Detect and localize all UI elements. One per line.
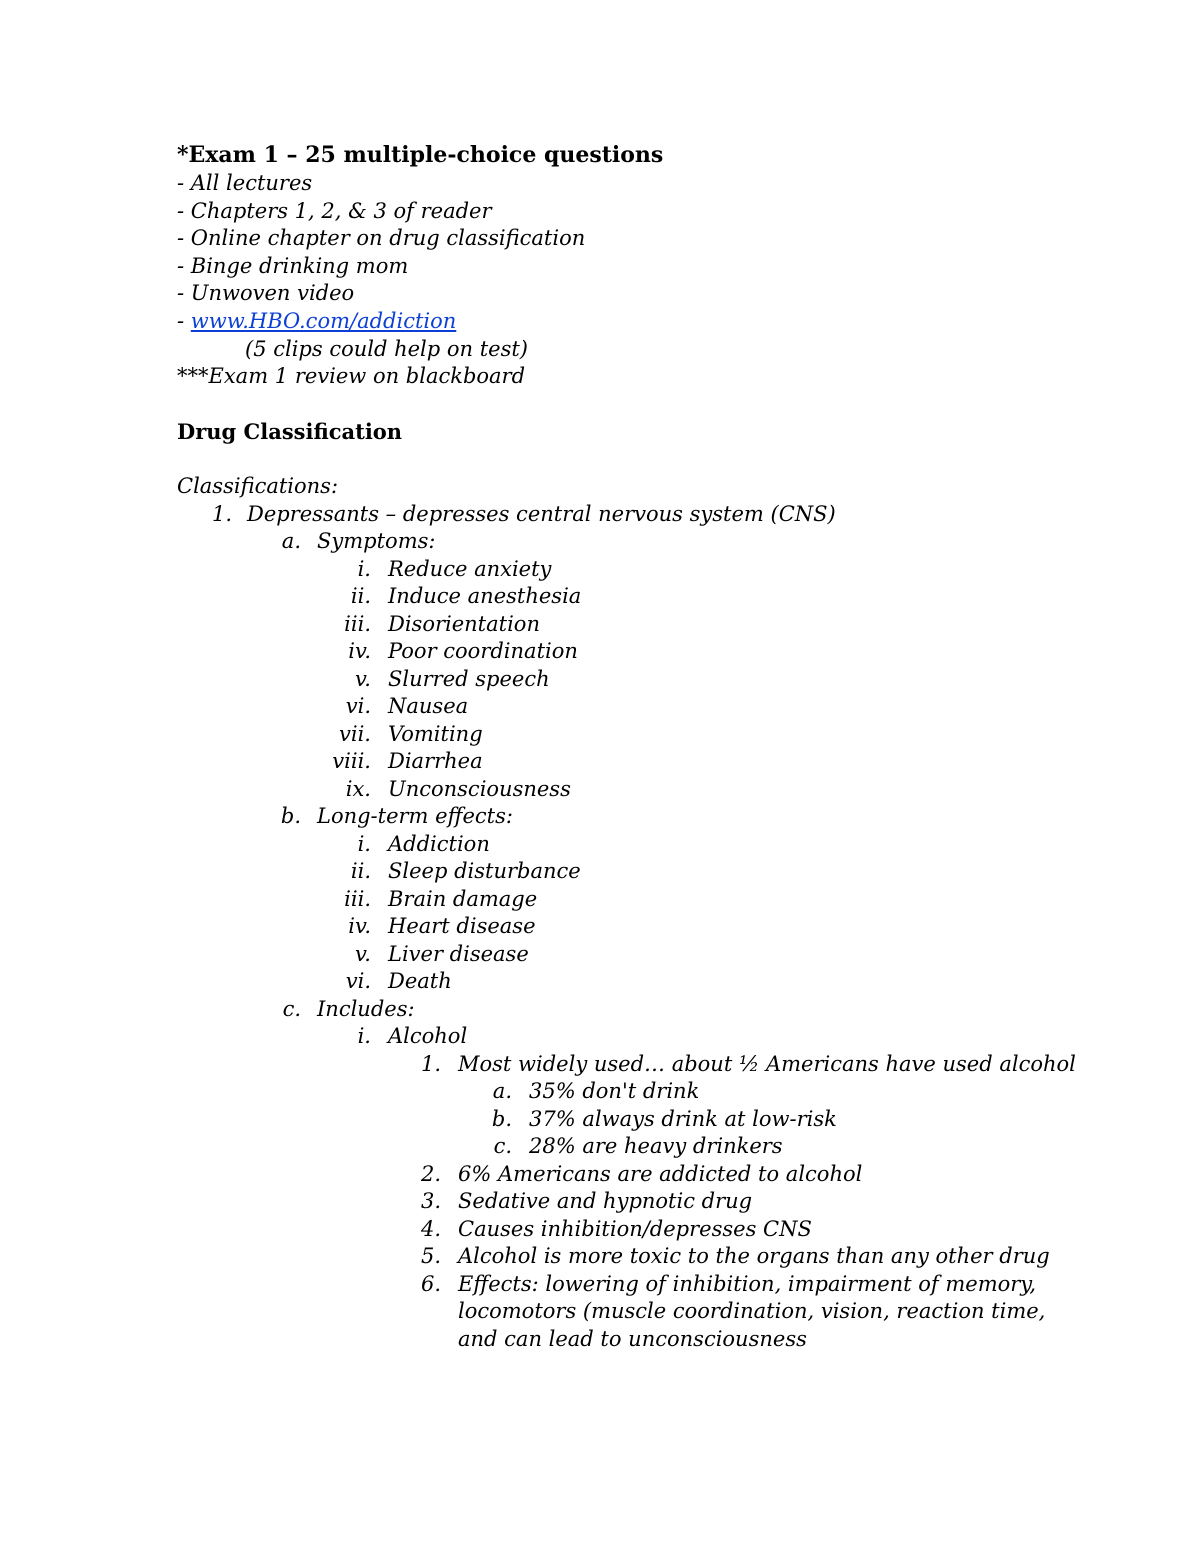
- list-marker: 5.: [420, 1244, 441, 1268]
- list-marker: c.: [493, 1134, 512, 1158]
- exam-title: *Exam 1 – 25 multiple-choice questions: [177, 142, 664, 168]
- list-item: Nausea: [388, 694, 469, 718]
- long-term-label: Long-term effects:: [317, 804, 513, 828]
- list-item: Sedative and hypnotic drug: [458, 1189, 753, 1213]
- list-item-continuation: and can lead to unconsciousness: [458, 1327, 807, 1351]
- list-marker: iv.: [348, 914, 371, 938]
- list-marker: vi.: [345, 969, 371, 993]
- list-item: Sleep disturbance: [388, 859, 581, 883]
- list-item: Effects: lowering of inhibition, impairment of memory,: [458, 1272, 1037, 1296]
- depressants-heading: Depressants – depresses central nervous system (CNS): [247, 502, 836, 526]
- list-item: 35% don't drink: [529, 1079, 700, 1103]
- review-note: ***Exam 1 review on blackboard: [177, 364, 526, 388]
- list-item: 28% are heavy drinkers: [529, 1134, 783, 1158]
- list-marker: b.: [280, 804, 301, 828]
- list-item: Addiction: [388, 832, 490, 856]
- exam-item-chapters: - Chapters 1, 2, & 3 of reader: [177, 199, 492, 223]
- classifications-label: Classifications:: [177, 474, 339, 498]
- list-marker: v.: [354, 942, 371, 966]
- list-item: Death: [388, 969, 452, 993]
- list-marker: iii.: [344, 612, 371, 636]
- list-marker: 2.: [420, 1162, 441, 1186]
- list-item: Heart disease: [388, 914, 536, 938]
- list-marker: i.: [357, 557, 371, 581]
- list-item: Vomiting: [388, 722, 483, 746]
- symptoms-label: Symptoms:: [317, 529, 436, 553]
- list-marker: b.: [491, 1107, 512, 1131]
- list-item: 6% Americans are addicted to alcohol: [458, 1162, 863, 1186]
- list-marker: ii.: [350, 859, 371, 883]
- list-marker: 6.: [420, 1272, 441, 1296]
- list-marker: ix.: [345, 777, 371, 801]
- hbo-addiction-link[interactable]: www.HBO.com/addiction: [190, 309, 457, 333]
- exam-item-link: [177, 308, 456, 335]
- list-item: Disorientation: [388, 612, 540, 636]
- list-item: Brain damage: [388, 887, 538, 911]
- list-item: Poor coordination: [388, 639, 578, 663]
- list-item: 37% always drink at low-risk: [529, 1107, 837, 1131]
- list-marker: iv.: [348, 639, 371, 663]
- list-item: Alcohol is more toxic to the organs than any other drug: [458, 1244, 1050, 1268]
- list-item: Unconsciousness: [388, 777, 571, 801]
- list-item: Reduce anxiety: [388, 557, 552, 581]
- list-marker: vii.: [339, 722, 371, 746]
- list-item: Liver disease: [388, 942, 529, 966]
- list-item-continuation: locomotors (muscle coordination, vision, reaction time,: [458, 1299, 1046, 1323]
- list-item: Causes inhibition/depresses CNS: [458, 1217, 812, 1241]
- list-item: Most widely used… about ½ Americans have used alcohol: [458, 1052, 1076, 1076]
- exam-item-online-chapter: - Online chapter on drug classification: [177, 226, 586, 250]
- list-marker: i.: [357, 1024, 371, 1048]
- list-marker: a.: [281, 529, 301, 553]
- list-marker: 4.: [420, 1217, 441, 1241]
- exam-item-lectures: - All lectures: [177, 171, 313, 195]
- list-marker: 3.: [420, 1189, 441, 1213]
- alcohol-label: Alcohol: [388, 1024, 468, 1048]
- list-marker: i.: [357, 832, 371, 856]
- list-marker: c.: [282, 997, 301, 1021]
- list-item: Induce anesthesia: [388, 584, 582, 608]
- clips-note: (5 clips could help on test): [245, 337, 528, 361]
- list-marker: vi.: [345, 694, 371, 718]
- list-marker: a.: [492, 1079, 512, 1103]
- link-prefix: -: [177, 309, 191, 333]
- includes-label: Includes:: [317, 997, 415, 1021]
- list-item: Slurred speech: [388, 667, 550, 691]
- list-marker: 1.: [211, 502, 232, 526]
- list-marker: v.: [354, 667, 371, 691]
- list-marker: ii.: [350, 584, 371, 608]
- list-marker: iii.: [344, 887, 371, 911]
- exam-item-unwoven-video: - Unwoven video: [177, 281, 355, 305]
- section-title: Drug Classification: [177, 419, 403, 444]
- list-marker: viii.: [332, 749, 371, 773]
- list-marker: 1.: [420, 1052, 441, 1076]
- list-item: Diarrhea: [388, 749, 483, 773]
- exam-item-binge-drinking: - Binge drinking mom: [177, 254, 409, 278]
